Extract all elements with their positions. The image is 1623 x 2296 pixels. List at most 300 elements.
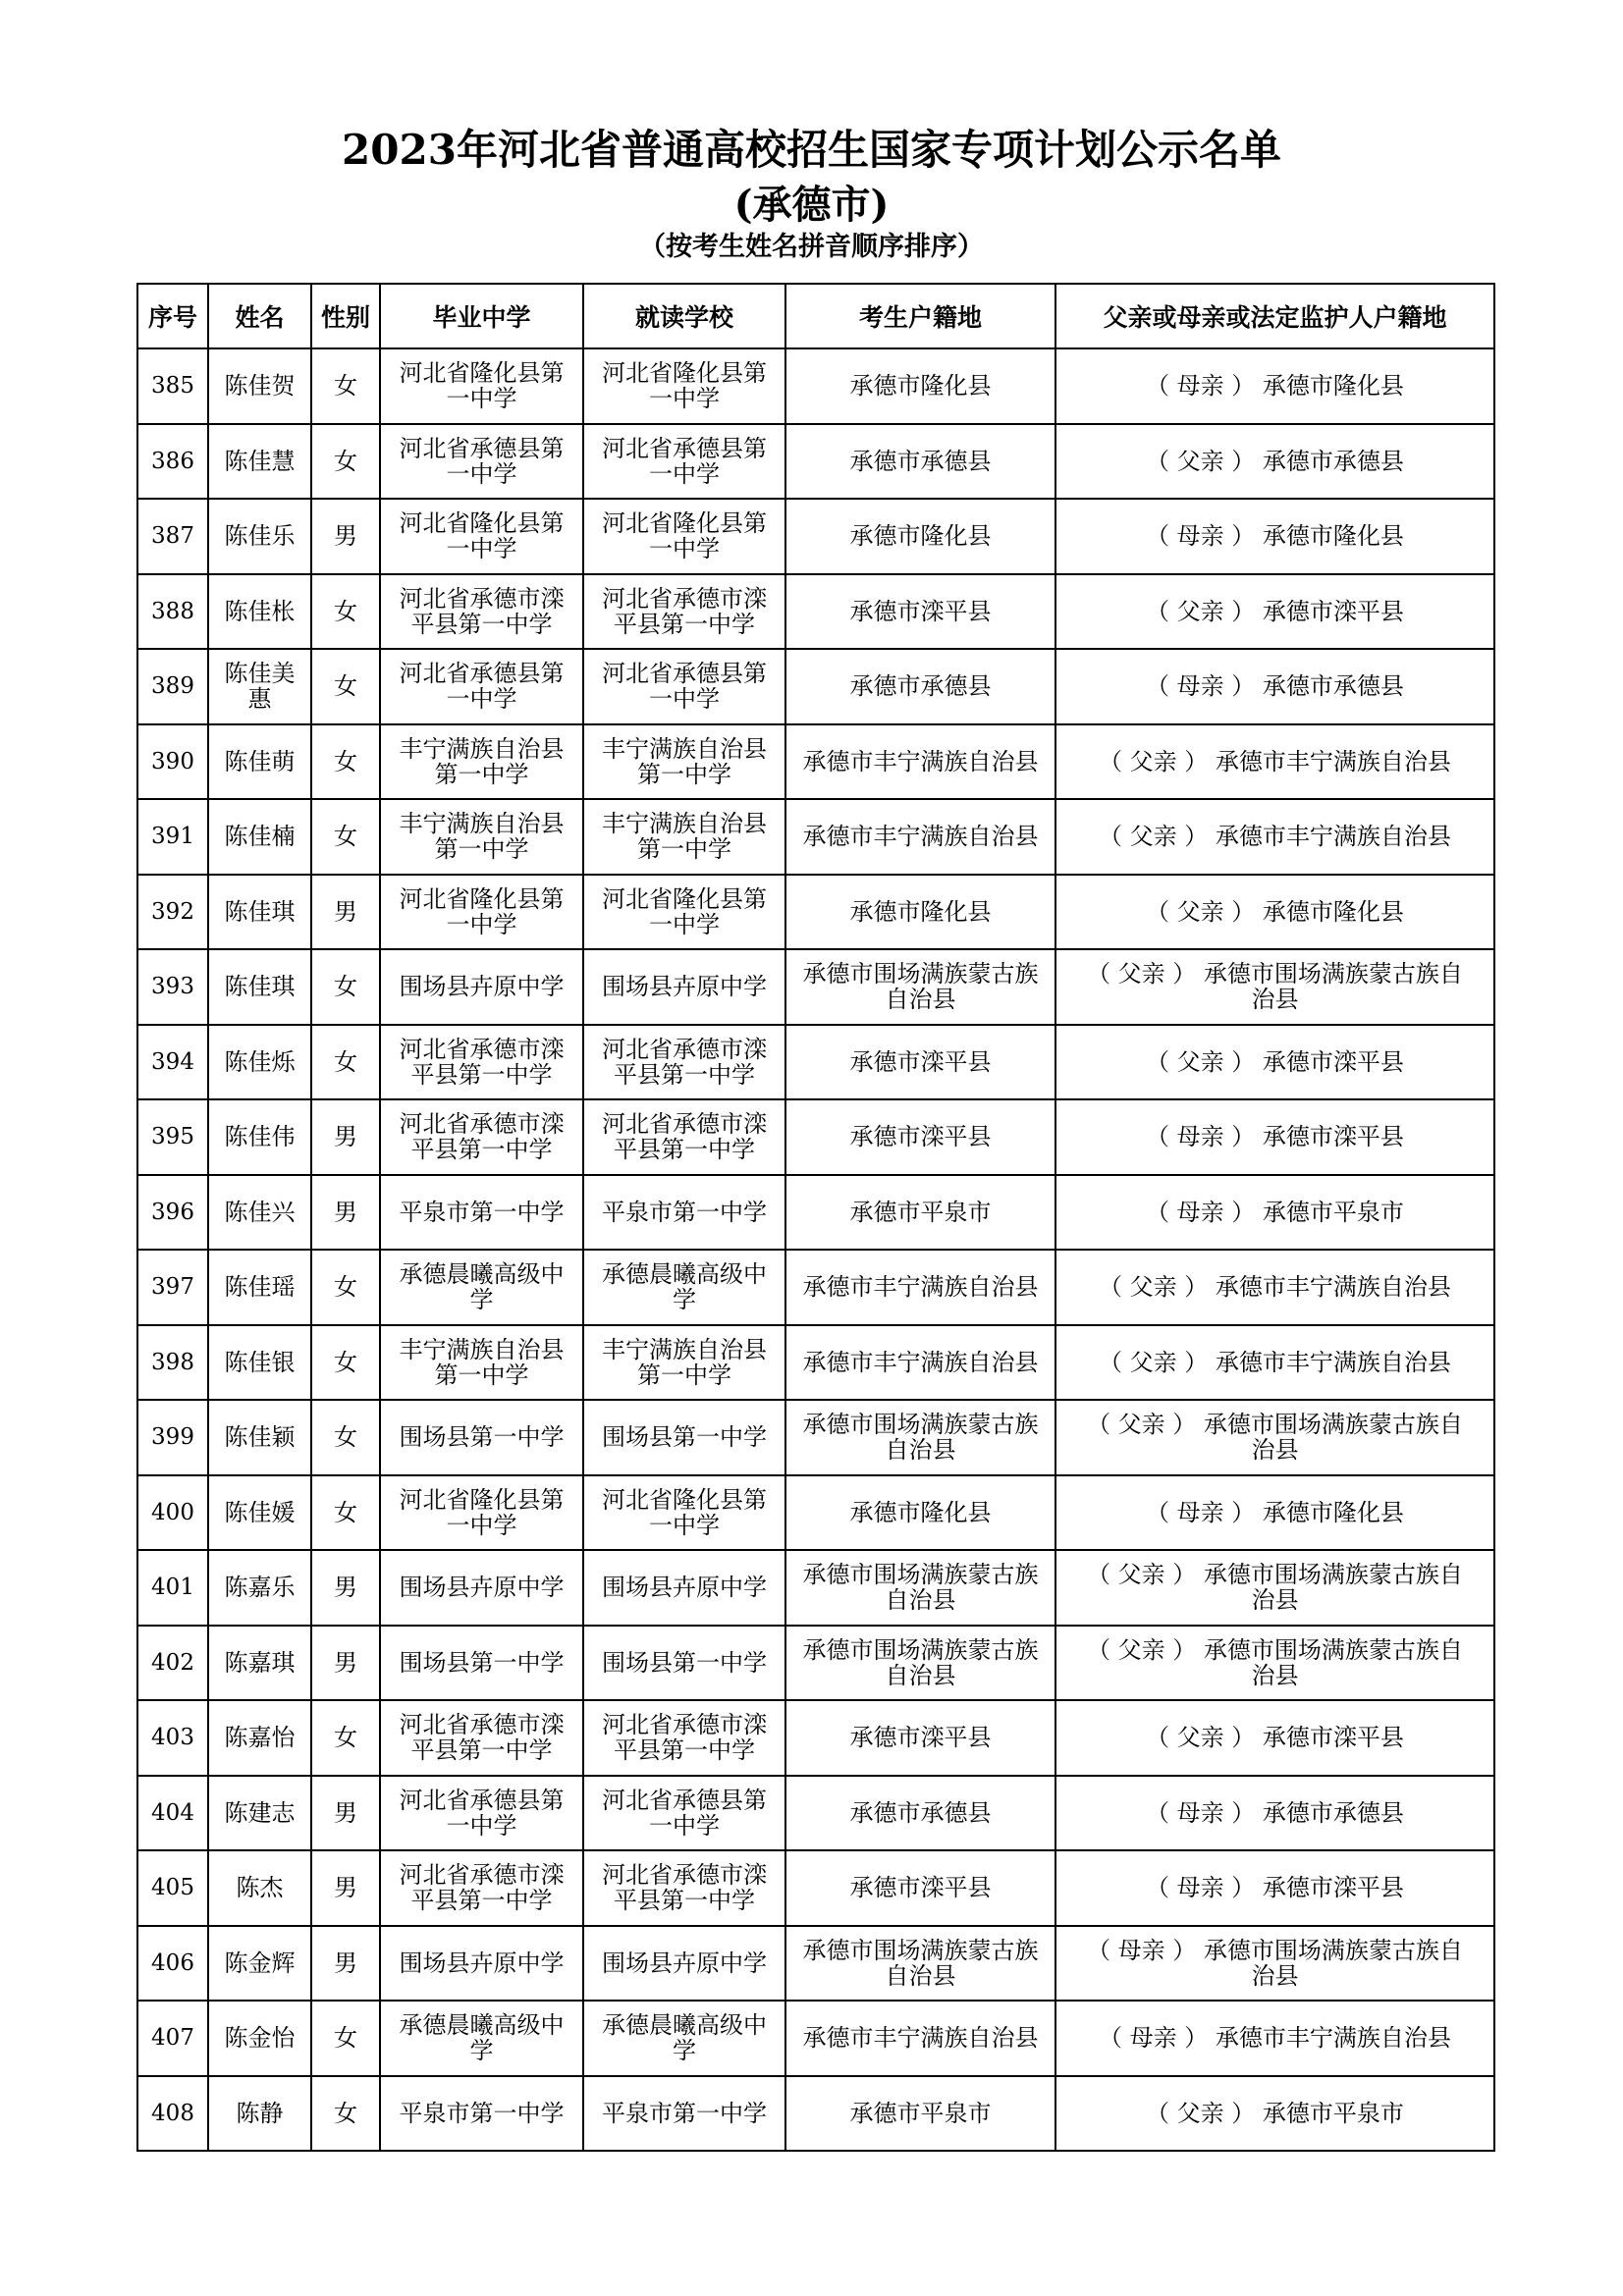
row-gender-text: 男 (334, 1574, 357, 1602)
row-guardian-text: （ 父亲 ） 承德市丰宁满族自治县 (1099, 747, 1451, 775)
row-residence (785, 574, 1055, 650)
row-grad-school (380, 348, 583, 424)
row-grad-school (380, 875, 583, 950)
row-gender (311, 949, 380, 1025)
row-guardian (1055, 1025, 1494, 1100)
row-residence-text: 承德市承德县 (849, 672, 992, 701)
row-school-text: 围场县第一中学 (602, 1648, 767, 1677)
row-name (208, 1099, 311, 1175)
row-guardian-text: （ 母亲 ） 承德市隆化县 (1146, 372, 1404, 400)
row-residence (785, 799, 1055, 875)
row-guardian-text: （ 父亲 ） 承德市承德县 (1146, 447, 1404, 475)
table-row (137, 1025, 1494, 1100)
row-no (137, 499, 208, 574)
row-residence-text: 承德市丰宁满族自治县 (802, 1348, 1039, 1376)
row-name-text: 陈佳烁 (224, 1047, 296, 1076)
row-no-text: 398 (151, 1349, 194, 1375)
row-residence (785, 2001, 1055, 2076)
row-guardian (1055, 1626, 1494, 1701)
row-no-text: 396 (151, 1199, 194, 1225)
row-gender (311, 724, 380, 800)
row-name-text: 陈佳慧 (224, 447, 296, 475)
row-name (208, 1550, 311, 1626)
row-name (208, 1850, 311, 1926)
row-gender (311, 1850, 380, 1926)
row-residence-text: 承德市平泉市 (849, 1198, 992, 1226)
row-no (137, 949, 208, 1025)
row-guardian-text: （ 父亲 ） 承德市隆化县 (1146, 897, 1404, 926)
row-school (583, 1250, 785, 1325)
row-school (583, 1550, 785, 1626)
row-name-text: 陈金辉 (224, 1949, 296, 1977)
row-school (583, 724, 785, 800)
row-name-text: 陈嘉怡 (224, 1724, 296, 1752)
row-no (137, 1475, 208, 1551)
row-grad-school (380, 1175, 583, 1251)
row-school-text: 围场县第一中学 (602, 1423, 767, 1452)
row-residence-text: 承德市承德县 (849, 1798, 992, 1827)
row-name-text: 陈佳美惠 (224, 660, 296, 714)
row-residence (785, 1250, 1055, 1325)
row-grad-school-text: 围场县第一中学 (399, 1648, 565, 1677)
row-school (583, 424, 785, 500)
row-gender (311, 1325, 380, 1401)
row-residence (785, 1325, 1055, 1401)
row-no-text: 400 (151, 1499, 194, 1525)
row-school-text: 平泉市第一中学 (602, 1198, 767, 1226)
row-grad-school-text: 河北省隆化县第一中学 (399, 359, 565, 413)
row-school-text: 河北省承德市滦平县第一中学 (602, 1110, 767, 1164)
row-guardian-text: （ 父亲 ） 承德市围场满族蒙古族自治县 (1087, 1635, 1463, 1689)
row-no-text: 403 (151, 1725, 194, 1751)
table-row (137, 1250, 1494, 1325)
row-name (208, 875, 311, 950)
row-guardian (1055, 1926, 1494, 2002)
row-name (208, 649, 311, 724)
row-residence-text: 承德市丰宁满族自治县 (802, 2024, 1039, 2053)
row-grad-school-text: 河北省隆化县第一中学 (399, 509, 565, 563)
row-school-text: 河北省承德县第一中学 (602, 660, 767, 714)
row-grad-school (380, 949, 583, 1025)
row-name-text: 陈嘉琪 (224, 1648, 296, 1677)
row-school-text: 河北省隆化县第一中学 (602, 884, 767, 938)
row-residence-text: 承德市丰宁满族自治县 (802, 1273, 1039, 1302)
row-guardian-text: （ 母亲 ） 承德市丰宁满族自治县 (1099, 2024, 1451, 2053)
row-guardian-text: （ 父亲 ） 承德市滦平县 (1146, 1047, 1404, 1076)
row-grad-school (380, 1850, 583, 1926)
row-no-text: 390 (151, 748, 194, 774)
row-residence (785, 949, 1055, 1025)
row-name-text: 陈静 (236, 2099, 284, 2127)
row-grad-school-text: 围场县第一中学 (399, 1423, 565, 1452)
row-gender-text: 女 (334, 1273, 357, 1302)
row-no-text: 395 (151, 1124, 194, 1150)
row-gender (311, 1700, 380, 1776)
row-school (583, 1850, 785, 1926)
row-guardian-text: （ 母亲 ） 承德市围场满族蒙古族自治县 (1087, 1936, 1463, 1990)
row-school (583, 1400, 785, 1475)
row-no-text: 401 (151, 1575, 194, 1601)
row-name-text: 陈佳贺 (224, 372, 296, 400)
row-residence (785, 1626, 1055, 1701)
row-residence-text: 承德市滦平县 (849, 1874, 992, 1902)
row-gender-text: 女 (334, 1348, 357, 1376)
row-gender (311, 2076, 380, 2152)
row-no (137, 1025, 208, 1100)
row-no (137, 1926, 208, 2002)
table-header-row (137, 284, 1494, 348)
row-grad-school-text: 丰宁满族自治县第一中学 (399, 734, 565, 788)
row-guardian-text: （ 父亲 ） 承德市围场满族蒙古族自治县 (1087, 1411, 1463, 1465)
row-name (208, 1325, 311, 1401)
row-guardian (1055, 2001, 1494, 2076)
row-school-text: 承德晨曦高级中学 (602, 2011, 767, 2065)
row-name (208, 1175, 311, 1251)
row-guardian-text: （ 母亲 ） 承德市滦平县 (1146, 1874, 1404, 1902)
row-residence-text: 承德市丰宁满族自治县 (802, 823, 1039, 851)
row-gender-text: 女 (334, 372, 357, 400)
row-guardian (1055, 949, 1494, 1025)
row-gender-text: 女 (334, 823, 357, 851)
row-residence (785, 724, 1055, 800)
row-grad-school-text: 河北省隆化县第一中学 (399, 884, 565, 938)
row-guardian (1055, 574, 1494, 650)
row-gender-text: 女 (334, 973, 357, 1001)
row-name (208, 1475, 311, 1551)
col-header-school: 就读学校 (583, 284, 785, 348)
row-school (583, 2076, 785, 2152)
row-grad-school (380, 799, 583, 875)
row-guardian-text: （ 父亲 ） 承德市丰宁满族自治县 (1099, 1273, 1451, 1302)
row-grad-school-text: 围场县卉原中学 (399, 1949, 565, 1977)
row-guardian (1055, 1850, 1494, 1926)
row-gender (311, 1550, 380, 1626)
row-guardian (1055, 1099, 1494, 1175)
row-no (137, 875, 208, 950)
row-residence (785, 499, 1055, 574)
col-header-residence: 考生户籍地 (785, 284, 1055, 348)
row-name-text: 陈建志 (224, 1798, 296, 1827)
row-grad-school-text: 河北省承德市滦平县第一中学 (399, 1110, 565, 1164)
row-name-text: 陈佳琪 (224, 897, 296, 926)
row-guardian-text: （ 母亲 ） 承德市承德县 (1146, 1798, 1404, 1827)
table-row (137, 2076, 1494, 2152)
row-gender-text: 男 (334, 897, 357, 926)
row-grad-school (380, 424, 583, 500)
row-residence (785, 1025, 1055, 1100)
row-grad-school (380, 1550, 583, 1626)
row-guardian-text: （ 父亲 ） 承德市丰宁满族自治县 (1099, 1348, 1451, 1376)
row-gender (311, 348, 380, 424)
row-name-text: 陈佳萌 (224, 747, 296, 775)
row-name-text: 陈嘉乐 (224, 1574, 296, 1602)
table-row (137, 949, 1494, 1025)
row-grad-school-text: 河北省承德市滦平县第一中学 (399, 584, 565, 638)
table-row (137, 1475, 1494, 1551)
table-row (137, 2001, 1494, 2076)
row-name (208, 1250, 311, 1325)
row-grad-school-text: 丰宁满族自治县第一中学 (399, 810, 565, 864)
row-school (583, 1325, 785, 1401)
row-school-text: 围场县卉原中学 (602, 973, 767, 1001)
row-no-text: 391 (151, 824, 194, 850)
table-row (137, 348, 1494, 424)
col-header-gender: 性别 (311, 284, 380, 348)
table-row (137, 875, 1494, 950)
row-gender-text: 男 (334, 1198, 357, 1226)
row-no-text: 393 (151, 974, 194, 1000)
row-no (137, 649, 208, 724)
row-grad-school-text: 围场县卉原中学 (399, 1574, 565, 1602)
row-residence (785, 649, 1055, 724)
table-row (137, 1776, 1494, 1851)
row-no (137, 1099, 208, 1175)
row-name-text: 陈佳伟 (224, 1123, 296, 1151)
row-name-text: 陈佳乐 (224, 522, 296, 551)
table-row (137, 1099, 1494, 1175)
row-residence (785, 1175, 1055, 1251)
row-grad-school-text: 平泉市第一中学 (399, 1198, 565, 1226)
row-gender (311, 424, 380, 500)
row-grad-school-text: 承德晨曦高级中学 (399, 2011, 565, 2065)
row-residence-text: 承德市丰宁满族自治县 (802, 747, 1039, 775)
row-name-text: 陈佳瑶 (224, 1273, 296, 1302)
row-no-text: 388 (151, 598, 194, 624)
row-no (137, 348, 208, 424)
row-no-text: 394 (151, 1048, 194, 1075)
row-guardian-text: （ 母亲 ） 承德市隆化县 (1146, 522, 1404, 551)
row-name (208, 724, 311, 800)
row-name (208, 949, 311, 1025)
row-no-text: 392 (151, 898, 194, 925)
row-name (208, 1025, 311, 1100)
row-gender-text: 女 (334, 1498, 357, 1526)
row-guardian (1055, 1250, 1494, 1325)
row-gender (311, 799, 380, 875)
row-name (208, 499, 311, 574)
row-residence-text: 承德市隆化县 (849, 372, 992, 400)
row-residence-text: 承德市承德县 (849, 447, 992, 475)
row-school-text: 河北省承德市滦平县第一中学 (602, 1861, 767, 1915)
row-school (583, 499, 785, 574)
row-grad-school (380, 1025, 583, 1100)
row-school (583, 1776, 785, 1851)
row-residence (785, 1850, 1055, 1926)
row-name-text: 陈佳兴 (224, 1198, 296, 1226)
table-row (137, 1550, 1494, 1626)
col-header-grad-school: 毕业中学 (380, 284, 583, 348)
row-guardian-text: （ 父亲 ） 承德市滦平县 (1146, 1724, 1404, 1752)
row-name (208, 574, 311, 650)
row-school-text: 河北省隆化县第一中学 (602, 359, 767, 413)
row-guardian (1055, 875, 1494, 950)
row-no-text: 407 (151, 2025, 194, 2052)
row-no (137, 424, 208, 500)
row-school-text: 河北省承德市滦平县第一中学 (602, 584, 767, 638)
row-school (583, 649, 785, 724)
table-row (137, 499, 1494, 574)
row-school-text: 丰宁满族自治县第一中学 (602, 734, 767, 788)
row-school (583, 1099, 785, 1175)
row-gender-text: 男 (334, 1949, 357, 1977)
row-no-text: 399 (151, 1424, 194, 1451)
row-name-text: 陈佳楠 (224, 823, 296, 851)
row-guardian (1055, 2076, 1494, 2152)
row-school-text: 河北省承德市滦平县第一中学 (602, 1035, 767, 1089)
sort-note: （按考生姓名拼音顺序排序） (639, 232, 984, 262)
row-grad-school-text: 河北省承德县第一中学 (399, 1786, 565, 1840)
row-residence (785, 2076, 1055, 2152)
row-guardian-text: （ 母亲 ） 承德市隆化县 (1146, 1498, 1404, 1526)
row-school-text: 河北省承德县第一中学 (602, 434, 767, 488)
row-residence (785, 1475, 1055, 1551)
row-gender (311, 1025, 380, 1100)
row-name-text: 陈佳媛 (224, 1498, 296, 1526)
row-school (583, 1626, 785, 1701)
row-guardian (1055, 1550, 1494, 1626)
table-row (137, 1400, 1494, 1475)
row-gender (311, 1926, 380, 2002)
row-gender-text: 女 (334, 1047, 357, 1076)
row-gender (311, 499, 380, 574)
row-guardian (1055, 348, 1494, 424)
row-guardian (1055, 1776, 1494, 1851)
row-no-text: 406 (151, 1949, 194, 1976)
col-header-no: 序号 (137, 284, 208, 348)
row-guardian (1055, 799, 1494, 875)
row-grad-school-text: 丰宁满族自治县第一中学 (399, 1335, 565, 1389)
row-school-text: 河北省隆化县第一中学 (602, 509, 767, 563)
row-no (137, 724, 208, 800)
row-no-text: 404 (151, 1799, 194, 1826)
row-gender (311, 2001, 380, 2076)
row-gender (311, 875, 380, 950)
table-row (137, 1325, 1494, 1401)
row-grad-school (380, 1325, 583, 1401)
row-school (583, 875, 785, 950)
row-school (583, 2001, 785, 2076)
row-no (137, 1175, 208, 1251)
row-grad-school (380, 649, 583, 724)
row-residence-text: 承德市隆化县 (849, 522, 992, 551)
row-name (208, 1776, 311, 1851)
row-name (208, 1700, 311, 1776)
row-grad-school (380, 1926, 583, 2002)
row-residence-text: 承德市围场满族蒙古族自治县 (802, 1936, 1039, 1990)
row-guardian (1055, 1175, 1494, 1251)
row-school (583, 1025, 785, 1100)
row-grad-school-text: 河北省承德市滦平县第一中学 (399, 1035, 565, 1089)
row-grad-school-text: 河北省承德市滦平县第一中学 (399, 1711, 565, 1765)
row-name-text: 陈佳琪 (224, 973, 296, 1001)
table-row (137, 799, 1494, 875)
row-gender (311, 1250, 380, 1325)
row-no-text: 408 (151, 2100, 194, 2126)
row-no (137, 2001, 208, 2076)
row-guardian (1055, 424, 1494, 500)
row-no (137, 2076, 208, 2152)
row-residence (785, 1550, 1055, 1626)
row-grad-school (380, 1700, 583, 1776)
row-gender (311, 1626, 380, 1701)
row-residence-text: 承德市滦平县 (849, 1123, 992, 1151)
row-grad-school (380, 1099, 583, 1175)
row-name (208, 348, 311, 424)
row-residence-text: 承德市平泉市 (849, 2099, 992, 2127)
row-grad-school-text: 围场县卉原中学 (399, 973, 565, 1001)
row-guardian-text: （ 父亲 ） 承德市平泉市 (1146, 2099, 1404, 2127)
row-school-text: 丰宁满族自治县第一中学 (602, 1335, 767, 1389)
row-no (137, 1626, 208, 1701)
row-residence-text: 承德市隆化县 (849, 897, 992, 926)
row-gender-text: 女 (334, 2099, 357, 2127)
row-no (137, 1700, 208, 1776)
row-guardian (1055, 1700, 1494, 1776)
row-school-text: 河北省承德市滦平县第一中学 (602, 1711, 767, 1765)
row-gender (311, 574, 380, 650)
row-residence-text: 承德市滦平县 (849, 1724, 992, 1752)
row-grad-school-text: 承德晨曦高级中学 (399, 1260, 565, 1314)
row-no (137, 799, 208, 875)
row-grad-school-text: 平泉市第一中学 (399, 2099, 565, 2127)
row-gender-text: 男 (334, 522, 357, 551)
row-residence (785, 1400, 1055, 1475)
row-school (583, 574, 785, 650)
row-residence (785, 348, 1055, 424)
row-grad-school-text: 河北省承德市滦平县第一中学 (399, 1861, 565, 1915)
row-gender (311, 649, 380, 724)
row-guardian-text: （ 父亲 ） 承德市围场满族蒙古族自治县 (1087, 960, 1463, 1014)
row-residence-text: 承德市围场满族蒙古族自治县 (802, 1411, 1039, 1465)
row-residence (785, 424, 1055, 500)
row-residence-text: 承德市隆化县 (849, 1498, 992, 1526)
row-name (208, 1400, 311, 1475)
row-guardian (1055, 1400, 1494, 1475)
row-gender (311, 1099, 380, 1175)
row-gender-text: 男 (334, 1648, 357, 1677)
row-guardian-text: （ 父亲 ） 承德市滦平县 (1146, 597, 1404, 625)
row-gender-text: 女 (334, 672, 357, 701)
row-guardian (1055, 499, 1494, 574)
row-residence (785, 875, 1055, 950)
roster-table (136, 283, 1495, 2152)
row-grad-school (380, 1250, 583, 1325)
page-subtitle: (承德市) (733, 182, 890, 228)
row-name-text: 陈佳银 (224, 1348, 296, 1376)
row-guardian-text: （ 父亲 ） 承德市围场满族蒙古族自治县 (1087, 1561, 1463, 1615)
row-guardian (1055, 1475, 1494, 1551)
row-school-text: 围场县卉原中学 (602, 1574, 767, 1602)
row-name (208, 424, 311, 500)
row-school (583, 1700, 785, 1776)
row-name (208, 1626, 311, 1701)
row-no-text: 402 (151, 1649, 194, 1676)
row-gender (311, 1400, 380, 1475)
row-gender-text: 女 (334, 747, 357, 775)
table-row (137, 649, 1494, 724)
row-grad-school (380, 2076, 583, 2152)
row-no (137, 1550, 208, 1626)
row-school-text: 丰宁满族自治县第一中学 (602, 810, 767, 864)
table-row (137, 1926, 1494, 2002)
row-no-text: 397 (151, 1274, 194, 1301)
row-residence-text: 承德市滦平县 (849, 1047, 992, 1076)
row-school (583, 1926, 785, 2002)
row-no (137, 1776, 208, 1851)
row-grad-school (380, 724, 583, 800)
row-gender (311, 1475, 380, 1551)
row-school-text: 河北省隆化县第一中学 (602, 1485, 767, 1539)
